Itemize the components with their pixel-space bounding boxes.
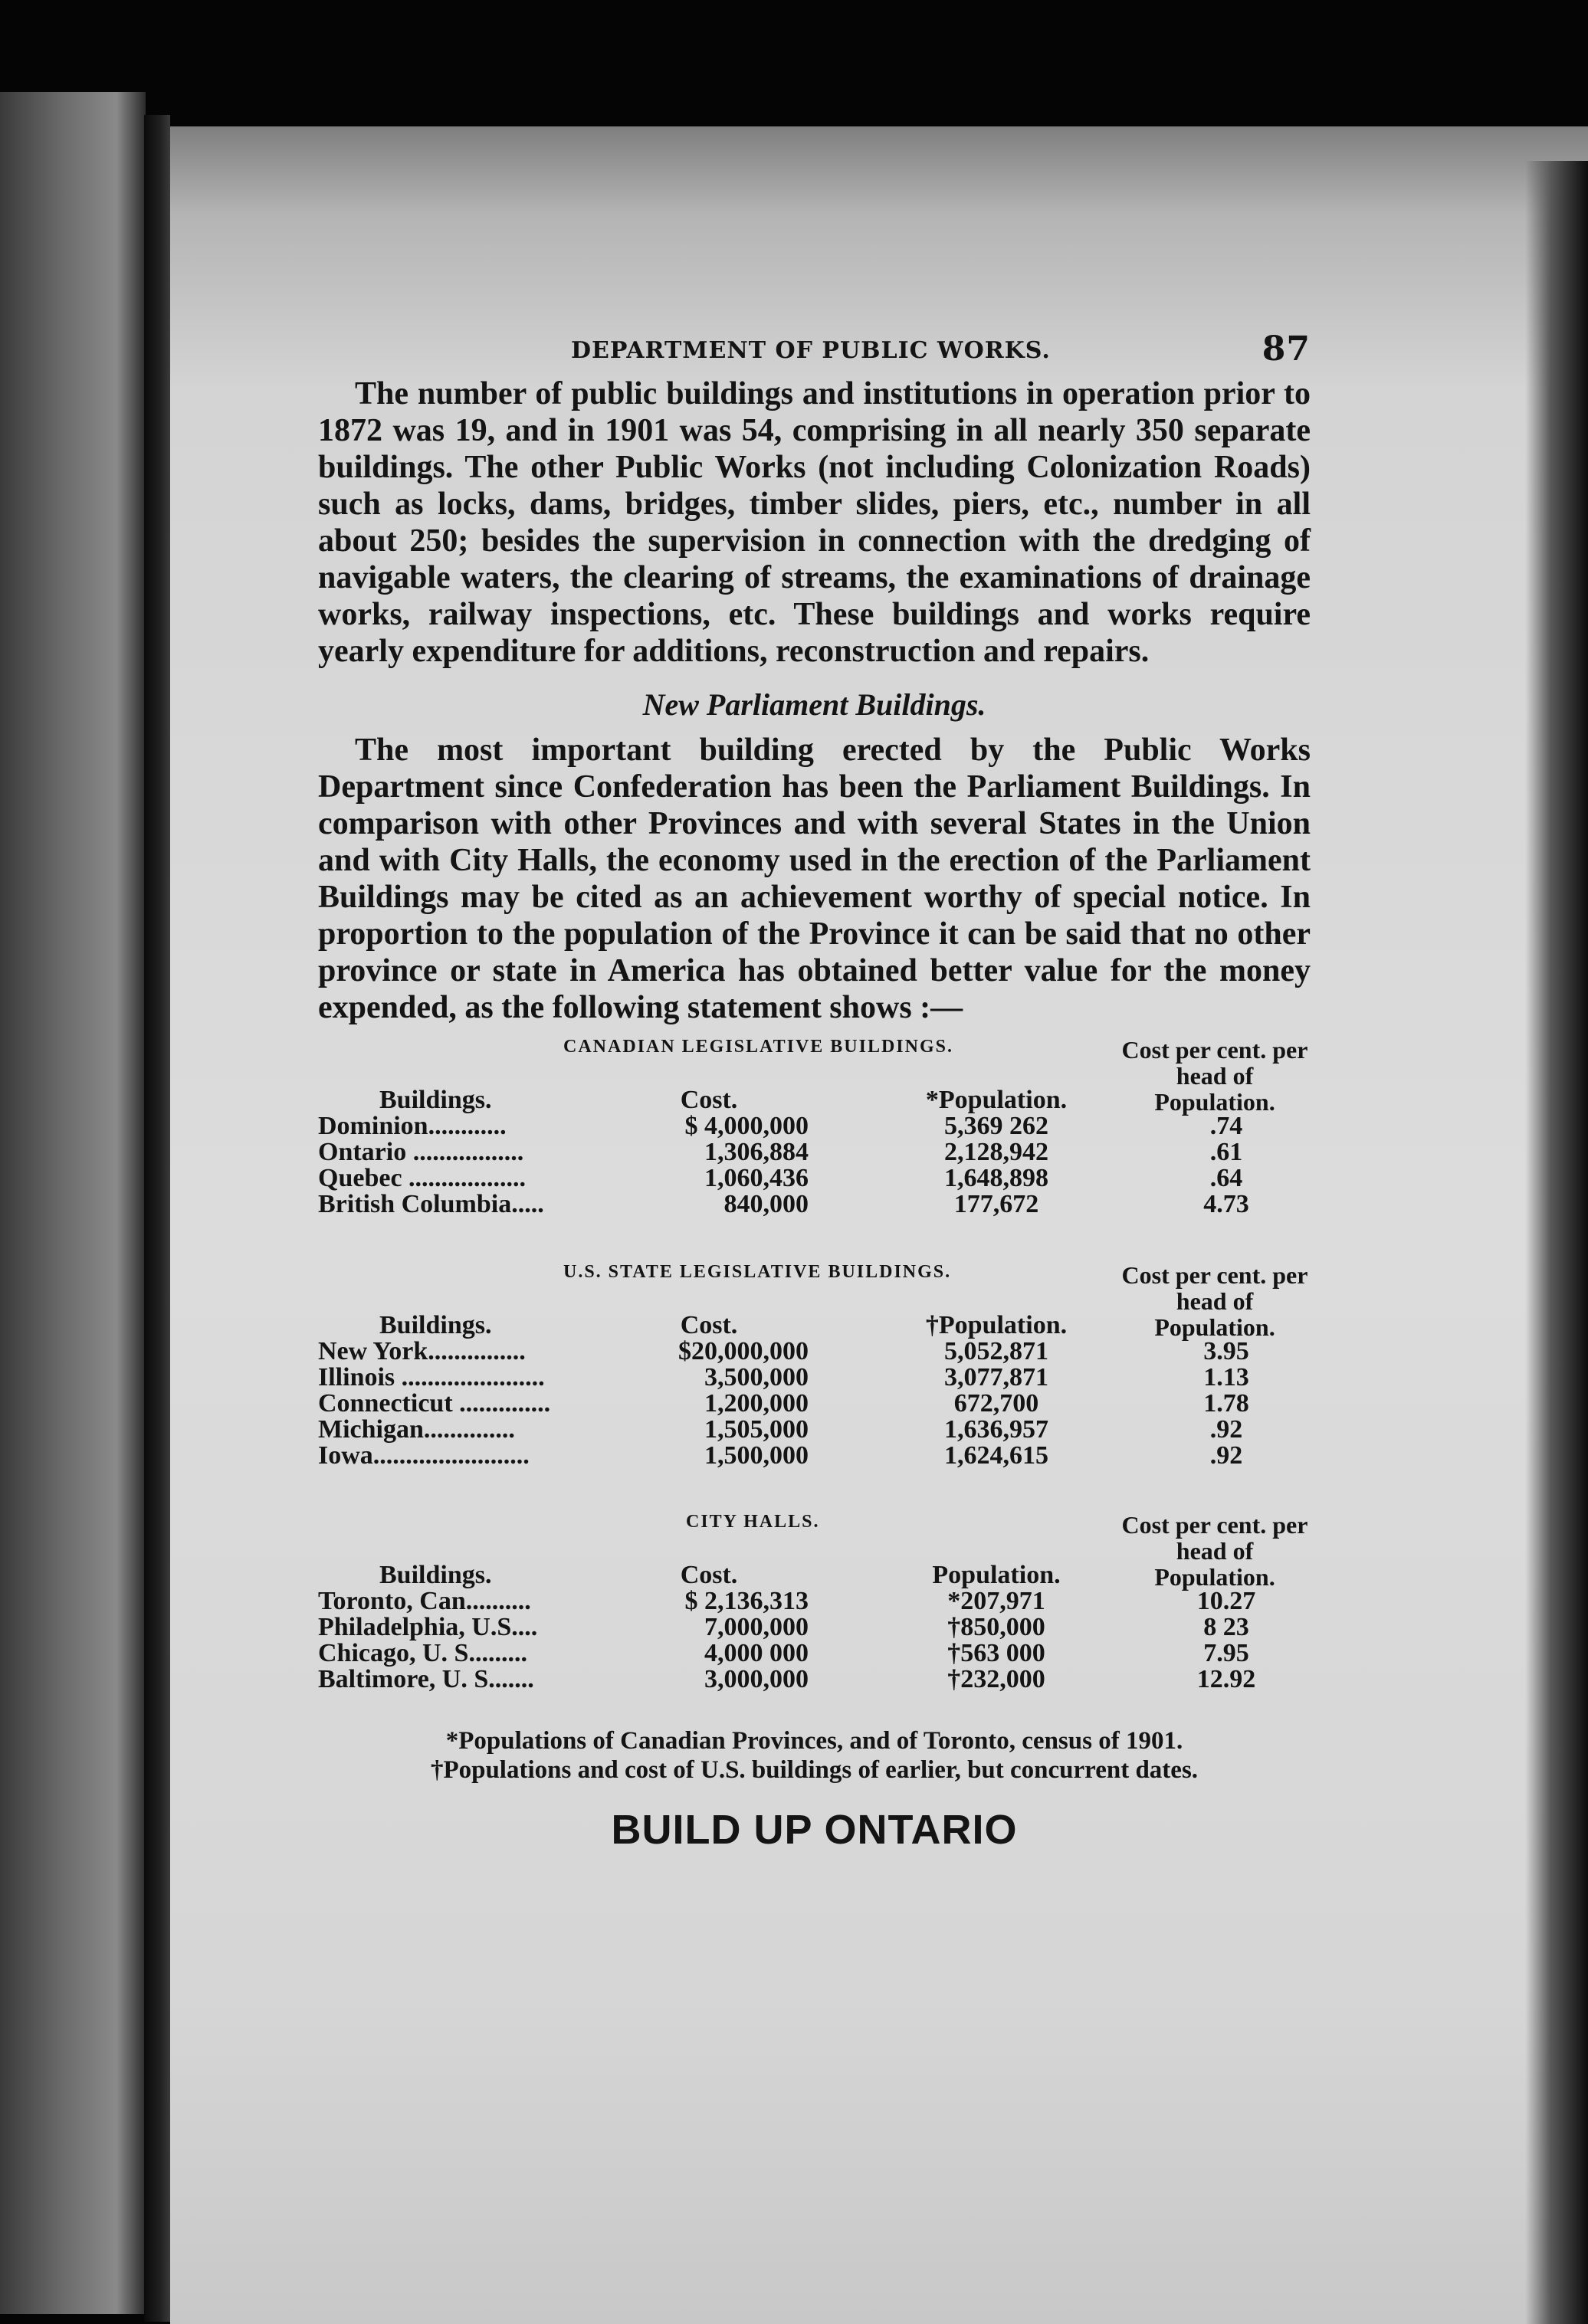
cell-population: †850,000 [947, 1613, 1045, 1641]
cell-cost: 3,000,000 [704, 1665, 809, 1693]
cell-population: 3,077,871 [944, 1363, 1048, 1391]
cell-cost-per-head: 1.13 [1203, 1363, 1249, 1391]
cell-building: Illinois ...................... [318, 1363, 545, 1391]
cell-building: Ontario ................. [318, 1138, 524, 1166]
paragraph-public-buildings: The number of public buildings and institutions in operation prior to 1872 was 19, and in 1901 was 54, comprising in all nearly 350 separate buildings. The other Public Works (not including Colonization Roads) such as locks, dams, bridges, timber slides, piers, etc., number in all about 250; besides the supervision in connection with the dredging of navigable waters, the clearing of streams, the examinations of drainage works, railway inspections, etc. These buildings and works require yearly expenditure for additions, reconstruction and repairs. [318, 376, 1311, 669]
cell-building: Philadelphia, U.S.... [318, 1613, 538, 1641]
table-row [318, 1641, 1311, 1667]
table-row [318, 1391, 1311, 1417]
table-caption: U.S. STATE LEGISLATIVE BUILDINGS. [563, 1262, 952, 1282]
cell-building: Iowa........................ [318, 1441, 530, 1470]
table-canadian [318, 1037, 1311, 1251]
page-shadow [1525, 161, 1588, 2324]
cell-population: 672,700 [953, 1389, 1039, 1418]
table-caption: CANADIAN LEGISLATIVE BUILDINGS. [563, 1037, 953, 1057]
header-cost: Cost. [680, 1561, 738, 1589]
cell-cost-per-head: .92 [1209, 1441, 1243, 1470]
cell-cost-per-head: .74 [1209, 1112, 1243, 1140]
header-population: Population. [932, 1561, 1061, 1589]
cell-cost-per-head: 7.95 [1203, 1639, 1249, 1667]
table-header [318, 1087, 1311, 1113]
cell-cost: $20,000,000 [678, 1337, 809, 1365]
header-population: *Population. [925, 1086, 1068, 1114]
build-up-ontario-stamp: BUILD UP ONTARIO [611, 1807, 1018, 1853]
header-cost: Cost. [680, 1086, 738, 1114]
table-us-state [318, 1262, 1311, 1501]
table-row [318, 1192, 1311, 1218]
header-cost: Cost. [680, 1311, 738, 1339]
running-head [318, 329, 1311, 375]
cell-cost-per-head: 12.92 [1196, 1665, 1256, 1693]
cell-building: Dominion............ [318, 1112, 507, 1140]
cell-cost-per-head: .92 [1209, 1415, 1243, 1444]
cell-cost: 4,000 000 [704, 1639, 809, 1667]
footnote-canadian: *Populations of Canadian Provinces, and of Toronto, census of 1901. [445, 1727, 1183, 1755]
cell-building: Baltimore, U. S....... [318, 1665, 534, 1693]
table-row [318, 1365, 1311, 1391]
cell-population: †232,000 [947, 1665, 1045, 1693]
footnote-us: †Populations and cost of U.S. buildings of earlier, but concurrent dates. [430, 1756, 1199, 1784]
header-buildings: Buildings. [379, 1561, 492, 1589]
cell-cost-per-head: 8 23 [1203, 1613, 1249, 1641]
table-row [318, 1614, 1311, 1641]
cell-cost: 7,000,000 [704, 1613, 809, 1641]
book-spine [144, 115, 170, 2322]
table-caption: CITY HALLS. [686, 1512, 820, 1532]
table-row [318, 1139, 1311, 1165]
page-content [318, 329, 1311, 1854]
table-row [318, 1165, 1311, 1192]
header-buildings: Buildings. [379, 1311, 492, 1339]
table-cost-note: Cost per cent. per head of Population. [1121, 1261, 1308, 1341]
cell-population: 177,672 [953, 1190, 1039, 1218]
cell-building: Chicago, U. S......... [318, 1639, 527, 1667]
cell-cost: $ 4,000,000 [684, 1112, 809, 1140]
table-row [318, 1443, 1311, 1469]
header-buildings: Buildings. [379, 1086, 492, 1114]
cell-cost-per-head: .61 [1209, 1138, 1243, 1166]
page-number: 87 [1262, 329, 1311, 369]
table-cost-note: Cost per cent. per head of Population. [1121, 1511, 1308, 1591]
table-header [318, 1562, 1311, 1588]
cell-population: 5,052,871 [944, 1337, 1048, 1365]
cell-population: 1,648,898 [944, 1164, 1048, 1192]
running-head-title: DEPARTMENT OF PUBLIC WORKS. [571, 337, 1051, 364]
table-row [318, 1417, 1311, 1443]
cell-population: 1,624,615 [944, 1441, 1048, 1470]
cell-building: Michigan.............. [318, 1415, 515, 1444]
cell-cost: 840,000 [723, 1190, 809, 1218]
table-row [318, 1588, 1311, 1614]
cell-building: Quebec .................. [318, 1164, 527, 1192]
cell-building: New York............... [318, 1337, 526, 1365]
cell-cost: 1,505,000 [704, 1415, 809, 1444]
paragraph-parliament: The most important building erected by the Public Works Department since Confederation has been the Parliament Buildings. In comparison with other Provinces and with several States in the Union and with City Halls, the economy used in the erection of the Parliament Buildings may be cited as an achievement worthy of special notice. In proportion to the population of the Province it can be said that no other province or state in America has obtained better value for the money expended, as the following statement shows :— [318, 733, 1311, 1025]
cell-cost: 1,060,436 [704, 1164, 809, 1192]
cell-population: †563 000 [947, 1639, 1045, 1667]
cell-population: 2,128,942 [944, 1138, 1048, 1166]
cell-cost-per-head: 4.73 [1203, 1190, 1249, 1218]
table-city-halls [318, 1512, 1311, 1726]
table-cost-note: Cost per cent. per head of Population. [1121, 1036, 1308, 1116]
cell-cost: $ 2,136,313 [684, 1587, 809, 1615]
cell-population: 5,369 262 [944, 1112, 1048, 1140]
cell-building: Connecticut .............. [318, 1389, 551, 1418]
cell-cost: 1,500,000 [704, 1441, 809, 1470]
table-row [318, 1667, 1311, 1693]
table-row [318, 1339, 1311, 1365]
cell-cost-per-head: 3.95 [1203, 1337, 1249, 1365]
table-header [318, 1313, 1311, 1339]
header-population: †Population. [925, 1311, 1068, 1339]
cell-cost: 1,200,000 [704, 1389, 809, 1418]
cell-cost: 3,500,000 [704, 1363, 809, 1391]
section-heading: New Parliament Buildings. [642, 687, 986, 722]
table-row [318, 1113, 1311, 1139]
facing-page-edge [0, 92, 146, 2314]
cell-cost-per-head: 1.78 [1203, 1389, 1249, 1418]
cell-population: 1,636,957 [944, 1415, 1048, 1444]
cell-building: British Columbia..... [318, 1190, 544, 1218]
cell-cost: 1,306,884 [704, 1138, 809, 1166]
cell-population: *207,971 [947, 1587, 1045, 1615]
cell-cost-per-head: .64 [1209, 1164, 1243, 1192]
cell-building: Toronto, Can.......... [318, 1587, 531, 1615]
cell-cost-per-head: 10.27 [1196, 1587, 1256, 1615]
